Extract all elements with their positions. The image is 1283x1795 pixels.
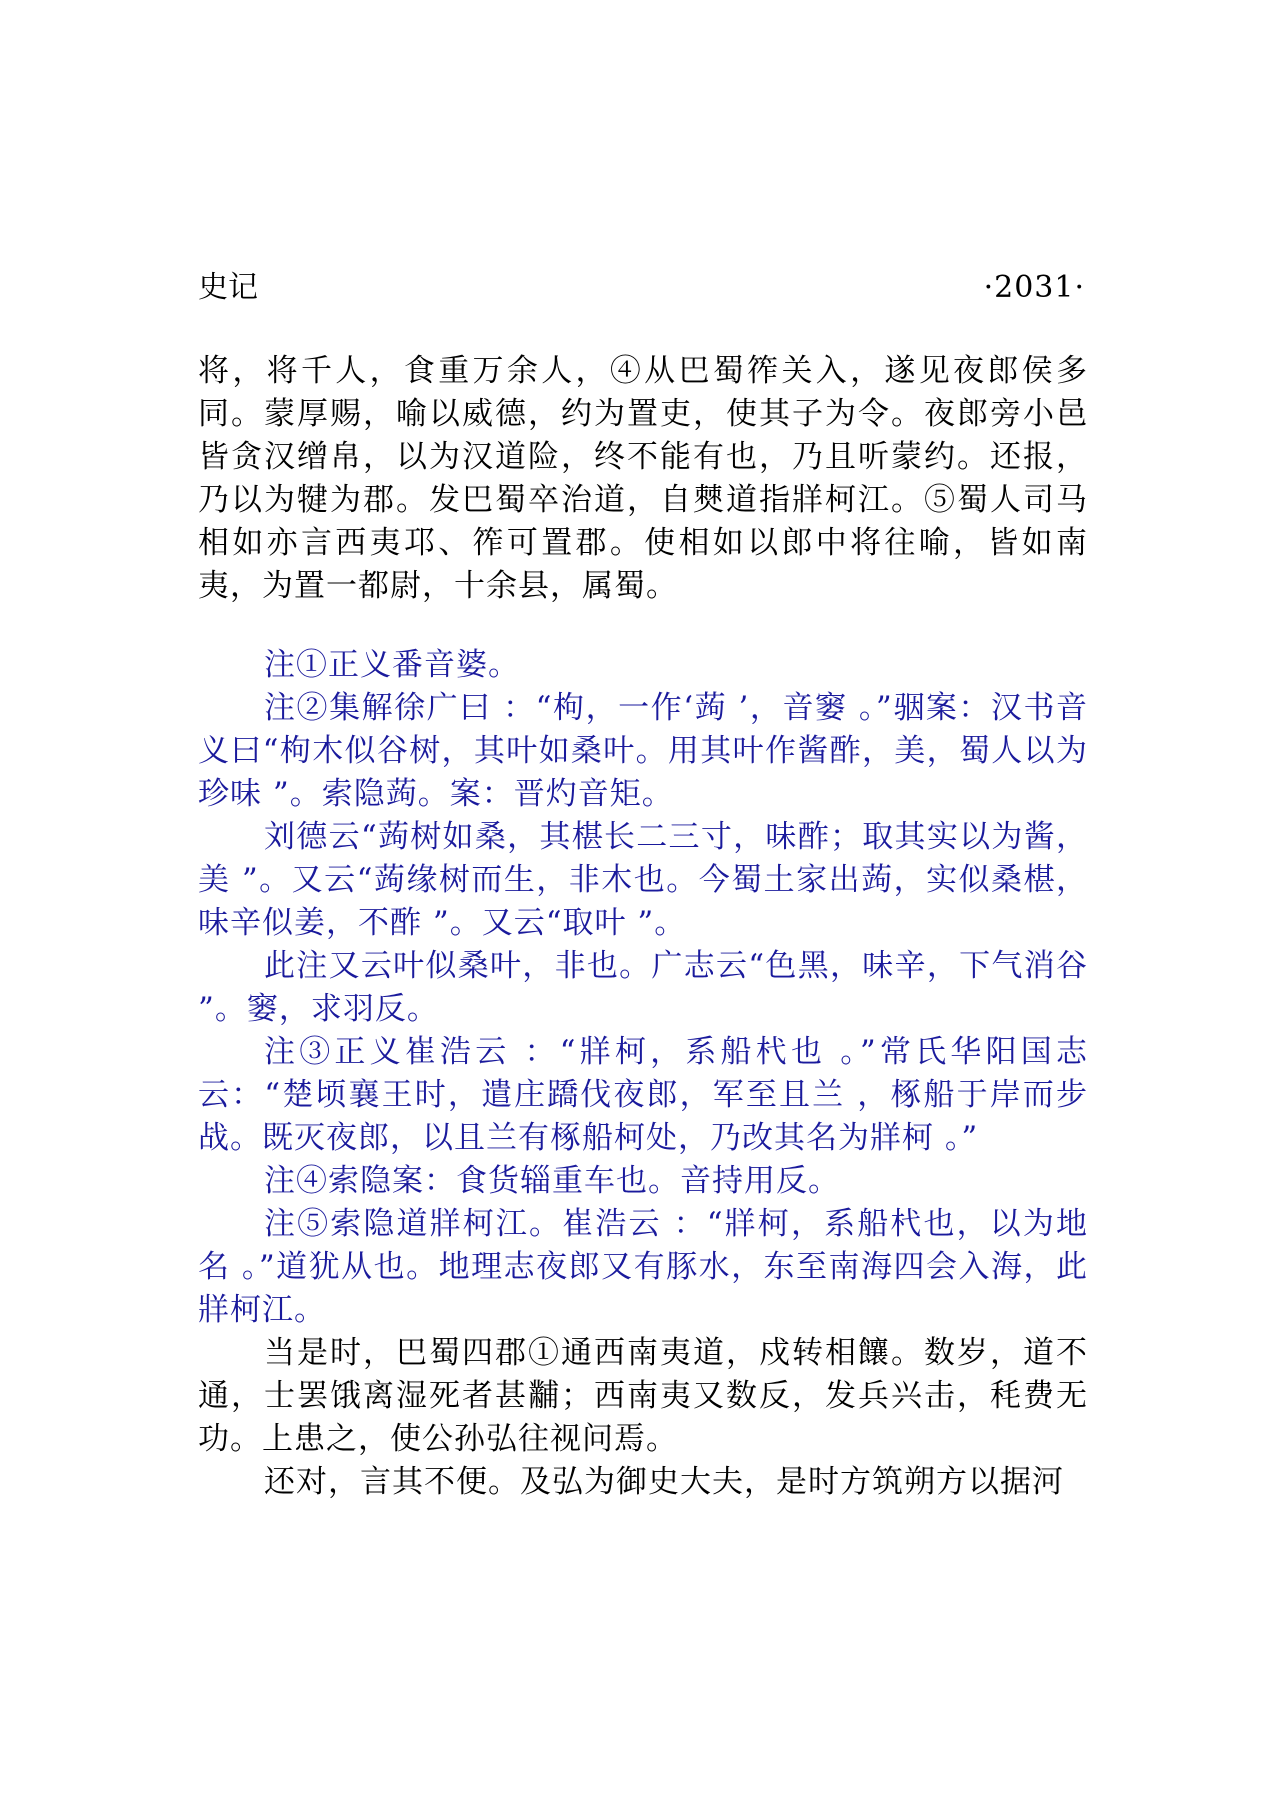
note-4: 注④索隐案：食货辎重车也。音持用反。	[264, 1163, 840, 1199]
running-head	[198, 268, 1085, 308]
main-paragraph-2: 当是时，巴蜀四郡①通西南夷道，戍转相饟。数岁，道不通，士罢饿离湿死者甚黼；西南夷又数反，发兵兴击，秏费无功。上患之，使公孙弘往视问焉。	[198, 1335, 1088, 1457]
main-text-continued	[198, 1332, 1088, 1504]
note-3: 注③正义崔浩云 ：“牂柯，系船杙也 。”常氏华阳国志云：“楚顷襄王时，遣庄蹻伐夜郎，军至且兰 ，椓船于岸而步战。既灭夜郎，以且兰有椓船柯处，乃改其名为牂柯 。”	[198, 1034, 1088, 1156]
notes-section	[198, 644, 1088, 1332]
note-2-continued-b: 此注又云叶似桑叶，非也。广志云“色黑，味辛，下气消谷 ”。窭，求羽反。	[198, 948, 1088, 1027]
book-title: 史记	[198, 270, 258, 305]
page-number: ·2031·	[983, 270, 1085, 305]
note-1: 注①正义番音婆。	[264, 647, 520, 683]
body-text	[198, 350, 1088, 1504]
note-5: 注⑤索隐道牂柯江。崔浩云 ：“牂柯，系船杙也，以为地名 。”道犹从也。地理志夜郎又有豚水，东至南海四会入海，此牂柯江。	[198, 1206, 1088, 1328]
note-2: 注②集解徐广曰 ：“枸，一作‘蒟 ’，音窭 。”骃案：汉书音义曰“枸木似谷树，其叶如桑叶。用其叶作酱酢，美，蜀人以为珍味 ”。索隐蒟。案：晋灼音矩。	[198, 690, 1088, 812]
main-paragraph-3: 还对，言其不便。及弘为御史大夫，是时方筑朔方以据河	[264, 1464, 1064, 1500]
main-paragraph: 将，将千人，食重万余人，④从巴蜀筰关入，遂见夜郎侯多同。蒙厚赐，喻以威德，约为置吏，使其子为令。夜郎旁小邑皆贪汉缯帛，以为汉道险，终不能有也，乃且听蒙约。还报，乃以为犍为郡。发巴蜀卒治道，自僰道指牂柯江。⑤蜀人司马相如亦言西夷邛、筰可置郡。使相如以郎中将往喻，皆如南夷，为置一都尉，十余县，属蜀。	[198, 353, 1088, 604]
note-2-continued-a: 刘德云“蒟树如桑，其椹长二三寸，味酢；取其实以为酱，美 ”。又云“蒟缘树而生，非木也。今蜀土家出蒟，实似桑椹，味辛似姜，不酢 ”。又云“取叶 ”。	[198, 819, 1088, 941]
